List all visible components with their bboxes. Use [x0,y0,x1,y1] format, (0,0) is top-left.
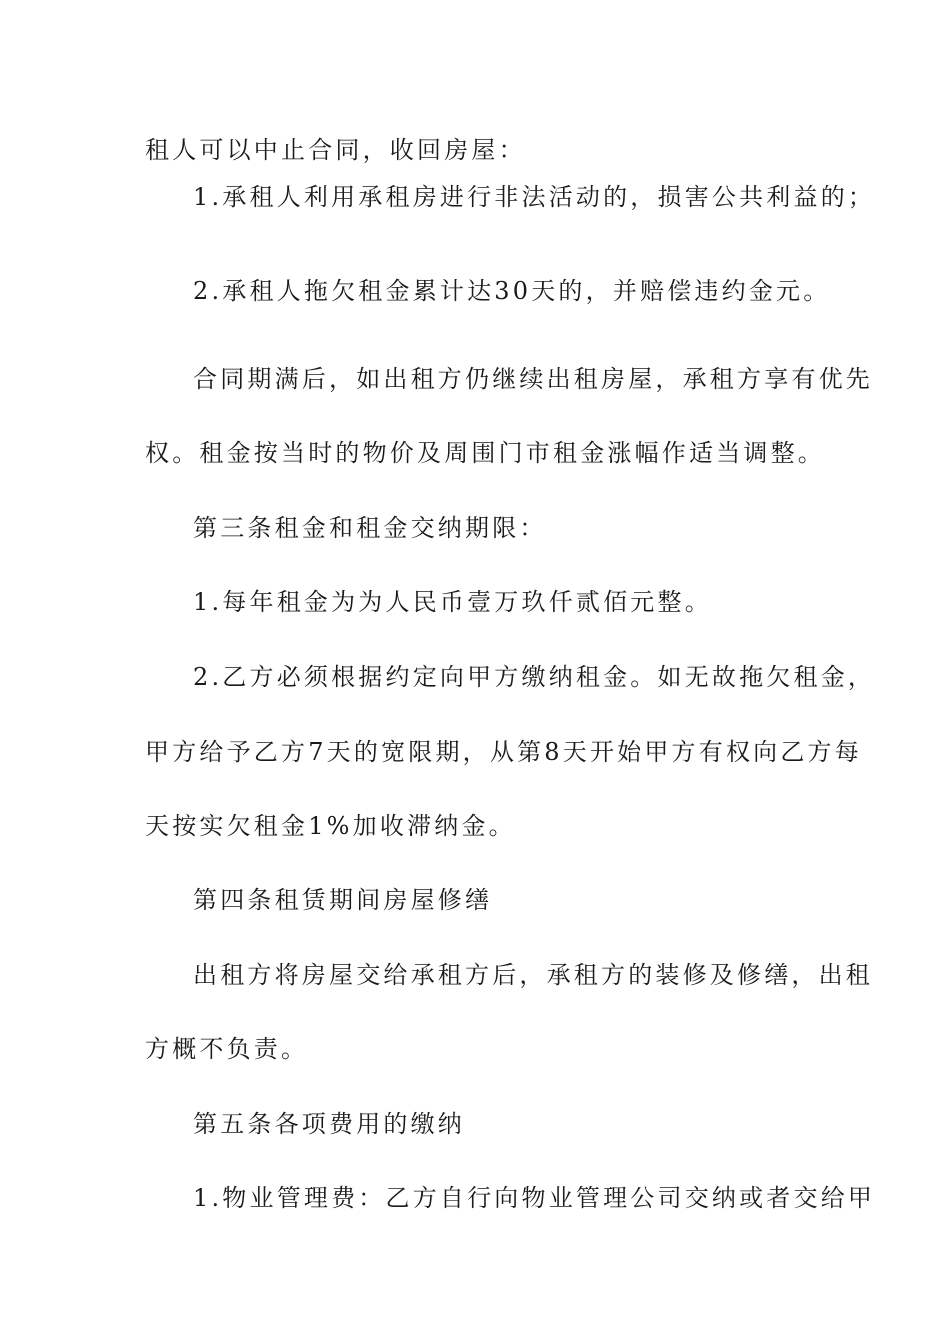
text-line: 权。租金按当时的物价及周围门市租金涨幅作适当调整。 [145,439,825,467]
text-line: 天按实欠租金1%加收滞纳金。 [145,812,516,840]
text-line: 2.乙方必须根据约定向甲方缴纳租金。如无故拖欠租金， [193,663,876,691]
text-line: 方概不负责。 [145,1035,309,1063]
text-line: 2.承租人拖欠租金累计达30天的，并赔偿违约金元。 [193,277,831,305]
text-line: 1.承租人利用承租房进行非法活动的，损害公共利益的； [193,183,876,211]
text-line: 1.每年租金为为人民币壹万玖仟贰佰元整。 [193,588,712,616]
text-line: 1.物业管理费：乙方自行向物业管理公司交纳或者交给甲 [193,1184,876,1212]
text-line: 租人可以中止合同，收回房屋： [145,136,526,164]
section-heading: 第五条各项费用的缴纳 [193,1110,465,1138]
text-line: 出租方将房屋交给承租方后，承租方的装修及修缮，出租 [193,961,873,989]
text-line: 合同期满后，如出租方仍继续出租房屋，承租方享有优先 [193,365,873,393]
section-heading: 第四条租赁期间房屋修缮 [193,886,493,914]
section-heading: 第三条租金和租金交纳期限： [193,514,547,542]
text-line: 甲方给予乙方7天的宽限期，从第8天开始甲方有权向乙方每 [145,738,862,766]
